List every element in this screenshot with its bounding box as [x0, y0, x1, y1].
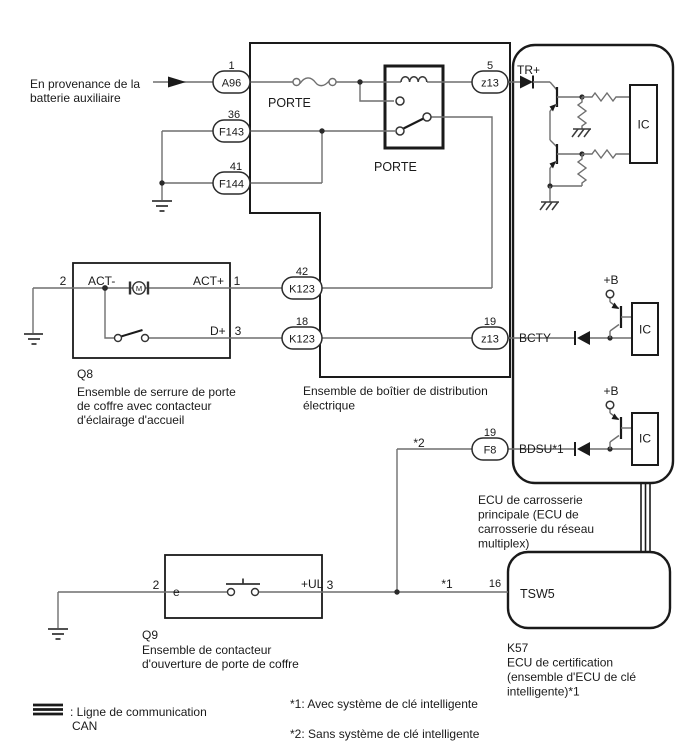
star2-marker: *2 — [413, 436, 425, 450]
q9-switch-icon — [226, 579, 260, 596]
star1-marker: *1 — [441, 577, 453, 591]
label-f143: F143 — [218, 126, 245, 139]
relay-label: PORTE — [374, 160, 417, 174]
ic-label: IC — [639, 322, 651, 337]
tsw5-pin16: 16 — [488, 578, 502, 590]
q8-d-plus: D+ — [210, 324, 226, 338]
ic-label: IC — [639, 431, 651, 446]
pin-a96: 1 — [228, 60, 235, 72]
b-plus-label: +B — [603, 273, 619, 287]
q9-desc-1: Ensemble de contacteur — [142, 643, 272, 657]
label-f144: F144 — [218, 178, 245, 191]
text-layer — [30, 60, 651, 741]
bcty-signal-label: BCTY — [519, 331, 552, 345]
arrow-icon — [168, 77, 186, 88]
can-bus-lines — [641, 484, 650, 552]
diode-icon — [520, 76, 533, 89]
q9-box-outline — [165, 555, 322, 618]
fuse-label: PORTE — [268, 96, 311, 110]
ground-icon — [48, 629, 68, 639]
q9-pin2: 2 — [152, 578, 160, 592]
ecu-body-outline — [513, 45, 673, 483]
ic-label: IC — [637, 117, 650, 132]
q9-desc-2: d'ouverture de porte de coffre — [142, 657, 299, 671]
ground-icon — [152, 201, 172, 211]
q8-switch-icon — [115, 330, 149, 342]
source-label-line1: En provenance de la — [30, 77, 141, 91]
pin-z13-19: 19 — [483, 316, 497, 328]
b-plus-terminal — [606, 290, 614, 298]
motor-label: M — [135, 283, 143, 293]
q9-id: Q9 — [142, 628, 159, 642]
label-k123-18: K123 — [289, 333, 315, 346]
q8-pin3: 3 — [234, 324, 242, 338]
q8-pin2: 2 — [59, 274, 67, 288]
connector-ovals — [213, 71, 508, 460]
ecu-tr-circuit — [520, 76, 657, 211]
pin-z13-5: 5 — [486, 60, 494, 72]
q8-id: Q8 — [77, 367, 94, 381]
bdsu-signal-label: BDSU*1 — [519, 442, 564, 456]
q9-e-label: e — [173, 585, 180, 599]
ecu-desc-4: multiplex) — [478, 536, 530, 551]
label-z13-19: z13 — [481, 333, 499, 346]
relay-box-outline — [385, 66, 443, 148]
q9-pin3: 3 — [326, 578, 334, 592]
can-legend-icon — [33, 705, 63, 714]
label-f8: F8 — [483, 444, 497, 457]
pin-f8: 19 — [483, 427, 497, 439]
q8-desc-3: d'éclairage d'accueil — [77, 413, 185, 427]
b-plus-label: +B — [603, 384, 619, 398]
pin-k123-42: 42 — [295, 266, 309, 278]
dist-desc-2: électrique — [303, 398, 356, 413]
q8-motor-icon — [130, 282, 148, 295]
q8-act-plus: ACT+ — [193, 274, 225, 288]
tr-signal-label: TR+ — [517, 63, 541, 77]
label-a96: A96 — [221, 77, 242, 90]
q9-ul-label: +UL — [301, 577, 324, 591]
k57-desc-3: intelligente)*1 — [507, 684, 580, 699]
source-label-line2: batterie auxiliaire — [30, 91, 121, 105]
relay-coil-icon — [401, 77, 427, 82]
legend-line1: : Ligne de communication — [70, 705, 207, 719]
legend-line2: CAN — [72, 719, 98, 733]
footnote-star2: *2: Sans système de clé intelligente — [290, 727, 480, 741]
ground-icon — [24, 334, 43, 344]
ecu-desc-2: principale (ECU de — [478, 507, 579, 522]
fuse-symbol — [293, 78, 336, 86]
footnote-star1: *1: Avec système de clé intelligente — [290, 697, 478, 711]
ecu-desc-3: carrosserie du réseau — [478, 522, 595, 536]
label-z13-5: z13 — [481, 77, 499, 90]
relay-switch-icon — [396, 97, 431, 135]
q8-act-minus: ACT- — [88, 274, 116, 288]
pin-f144: 41 — [229, 161, 243, 173]
pin-f143: 36 — [227, 109, 241, 121]
wires — [33, 77, 632, 629]
k57-desc-1: ECU de certification — [507, 655, 614, 670]
distribution-box-outline — [250, 43, 510, 377]
diode-icon — [577, 442, 590, 456]
tsw5-label: TSW5 — [520, 587, 555, 601]
q8-pin1: 1 — [233, 274, 241, 288]
label-k123-42: K123 — [289, 283, 315, 296]
q8-desc-1: Ensemble de serrure de porte — [77, 385, 236, 399]
b-plus-terminal — [606, 401, 614, 409]
dist-desc-1: Ensemble de boîtier de distribution — [303, 384, 488, 398]
k57-id: K57 — [507, 641, 529, 655]
k57-desc-2: (ensemble d'ECU de clé — [507, 670, 637, 684]
diode-icon — [577, 331, 590, 345]
ecu-desc-1: ECU de carrosserie — [478, 493, 583, 507]
pin-k123-18: 18 — [295, 316, 309, 328]
q8-desc-2: de coffre avec contacteur — [77, 399, 212, 413]
